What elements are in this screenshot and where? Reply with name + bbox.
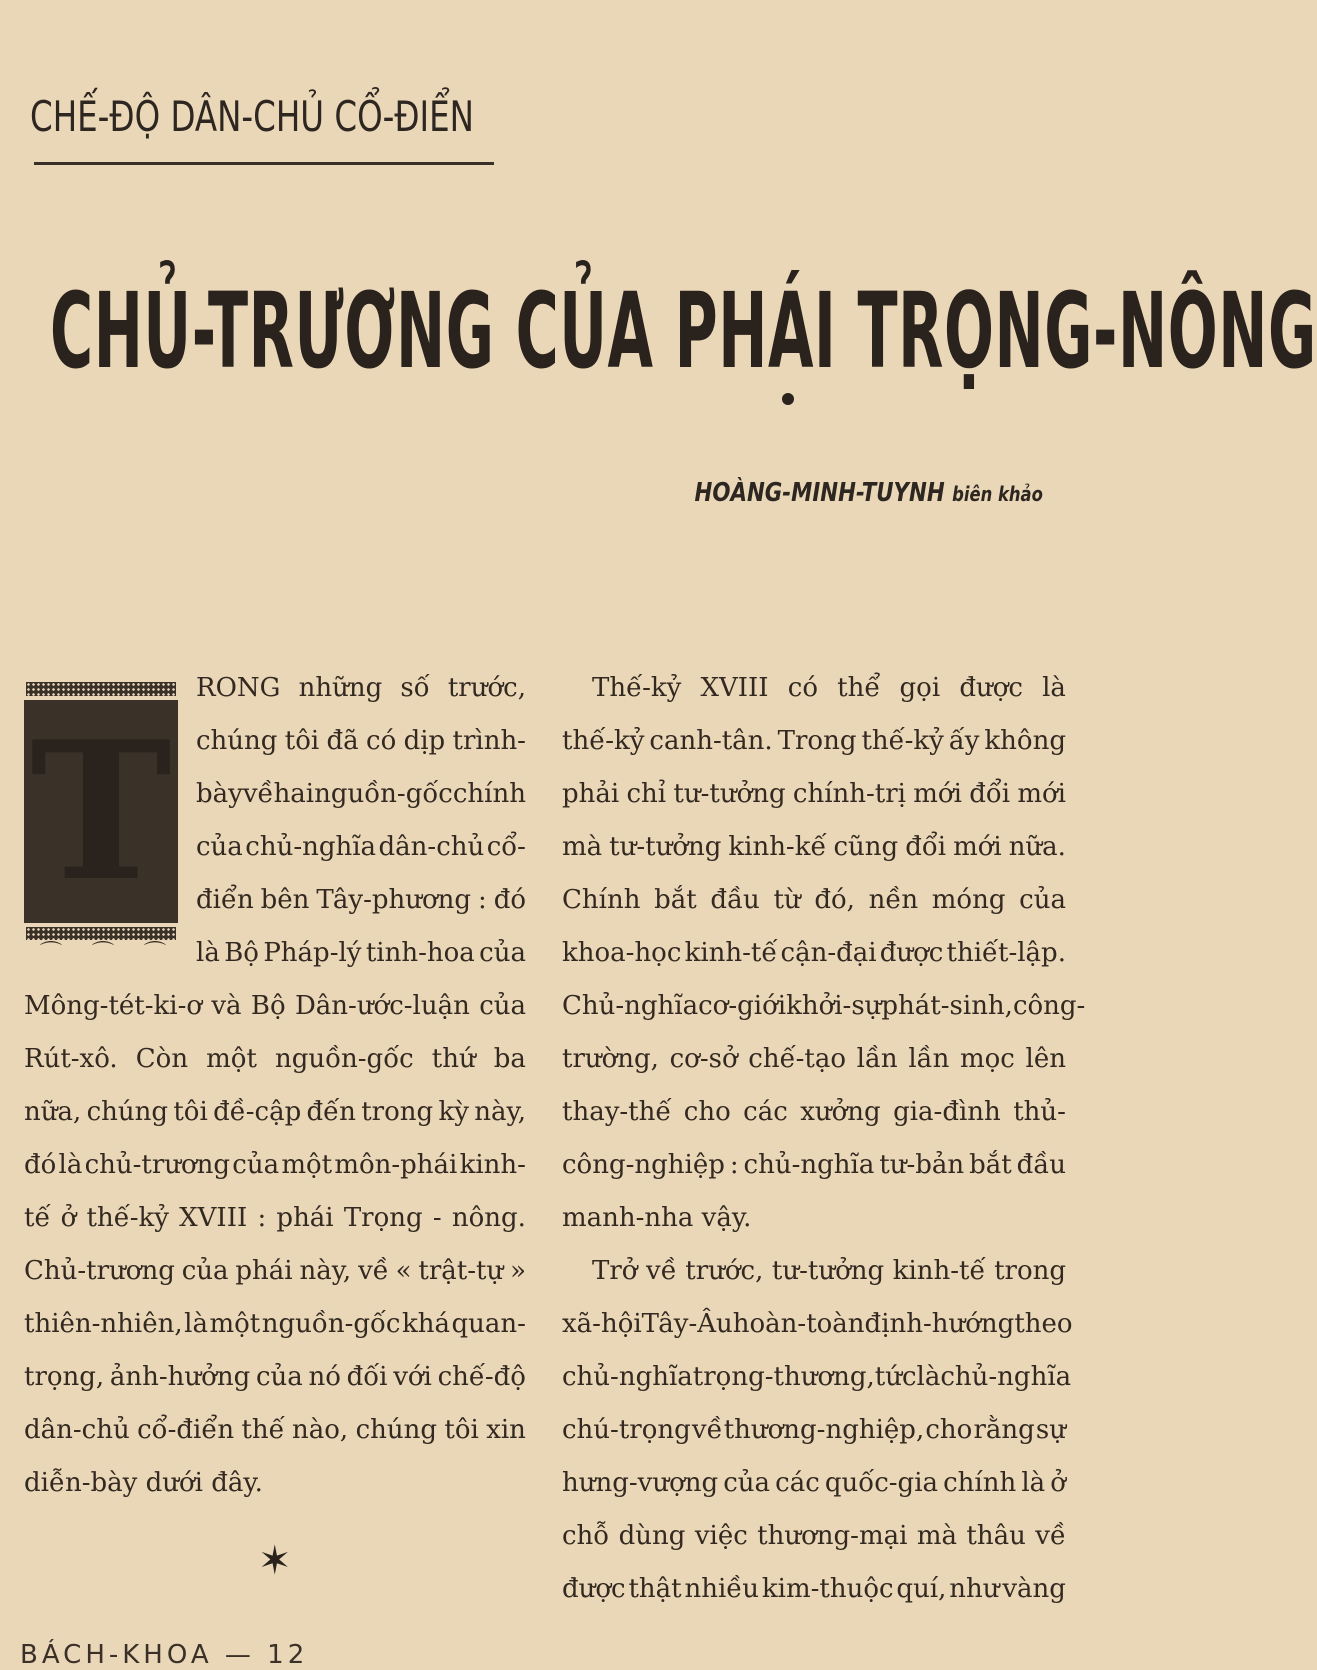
paragraph-line: chú-trọng về thương-nghiệp, cho rằng sự	[562, 1415, 1066, 1445]
byline	[695, 478, 1043, 508]
paragraph-line: RONG những số trước,	[196, 673, 526, 703]
page-footer: BÁCH-KHOA — 12	[20, 1640, 309, 1670]
paragraph-line: manh-nha vậy.	[562, 1203, 752, 1233]
section-rule	[34, 162, 494, 165]
paragraph-line: công-nghiệp : chủ-nghĩa tư-bản bắt đầu	[562, 1150, 1066, 1180]
paragraph-line: thay-thế cho các xưởng gia-đình thủ-	[562, 1097, 1066, 1127]
paragraph-line: thiên-nhiên, là một nguồn-gốc khá quan-	[24, 1309, 526, 1339]
paragraph-line: trọng, ảnh-hưởng của nó đối với chế-độ	[24, 1362, 526, 1392]
left-column	[24, 980, 526, 1510]
paragraph-line: bày về hai nguồn-gốc chính	[196, 779, 526, 809]
paragraph-line: nữa, chúng tôi đề-cập đến trong kỳ này,	[24, 1097, 526, 1127]
paragraph-line: Rút-xô. Còn một nguồn-gốc thứ ba	[24, 1044, 526, 1074]
paragraph-line: chủ-nghĩa trọng-thương, tức là chủ-nghĩa	[562, 1362, 1072, 1392]
paragraph-line: được thật nhiều kim-thuộc quí, như vàng	[562, 1574, 1066, 1604]
paragraph-line: Chủ-trương của phái này, về « trật-tự »	[24, 1256, 526, 1286]
byline-role: biên khảo	[952, 482, 1043, 506]
drop-cap-flourish: ⌒⌒⌒	[40, 941, 197, 966]
section-title: CHẾ-ĐỘ DÂN-CHỦ CỔ-ĐIỂN	[30, 92, 474, 141]
paragraph-line: trường, cơ-sở chế-tạo lần lần mọc lên	[562, 1044, 1066, 1074]
article-title: CHỦ-TRƯƠNG CỦA PHÁI TRỌNG-NÔNG	[50, 270, 1317, 392]
paragraph-line: dân-chủ cổ-điển thế nào, chúng tôi xin	[24, 1415, 526, 1445]
paragraph-line: diễn-bày dưới đây.	[24, 1468, 263, 1498]
paragraph-line: tế ở thế-kỷ XVIII : phái Trọng - nông.	[24, 1203, 526, 1233]
title-dot	[782, 393, 794, 405]
paragraph-line: Chủ-nghĩa cơ-giới khởi-sự phát-sinh, công-	[562, 991, 1086, 1021]
drop-cap-letter: T	[26, 682, 176, 940]
paragraph-line: thế-kỷ canh-tân. Trong thế-kỷ ấy không	[562, 726, 1066, 756]
paragraph-line: điển bên Tây-phương : đó	[196, 885, 526, 915]
paragraph-line: của chủ-nghĩa dân-chủ cổ-	[196, 832, 526, 862]
paragraph-line: Trở về trước, tư-tưởng kinh-tế trong	[592, 1256, 1066, 1286]
paragraph-line: chỗ dùng việc thương-mại mà thâu về	[562, 1521, 1066, 1551]
paragraph-line: là Bộ Pháp-lý tinh-hoa của	[196, 938, 526, 968]
right-column	[562, 662, 1086, 1616]
paragraph-line: mà tư-tưởng kinh-kế cũng đổi mới nữa.	[562, 832, 1066, 862]
paragraph-line: xã-hội Tây-Âu hoàn-toàn định-hướng theo	[562, 1309, 1073, 1339]
paragraph-line: hưng-vượng của các quốc-gia chính là ở	[562, 1468, 1066, 1498]
paragraph-line: khoa-học kinh-tế cận-đại được thiết-lập.	[562, 938, 1066, 968]
byline-author: HOÀNG-MINH-TUYNH	[694, 478, 945, 508]
paragraph-line: phải chỉ tư-tưởng chính-trị mới đổi mới	[562, 779, 1066, 809]
paragraph-line: Chính bắt đầu từ đó, nền móng của	[562, 885, 1066, 915]
section-star-icon: ✶	[258, 1538, 292, 1584]
paragraph-line: Mông-tét-ki-ơ và Bộ Dân-ước-luận của	[24, 991, 526, 1021]
left-column-top	[196, 662, 526, 980]
paragraph-line: Thế-kỷ XVIII có thể gọi được là	[592, 673, 1066, 703]
paragraph-line: đó là chủ-trương của một môn-phái kinh-	[24, 1150, 526, 1180]
paragraph-line: chúng tôi đã có dịp trình-	[196, 726, 526, 756]
